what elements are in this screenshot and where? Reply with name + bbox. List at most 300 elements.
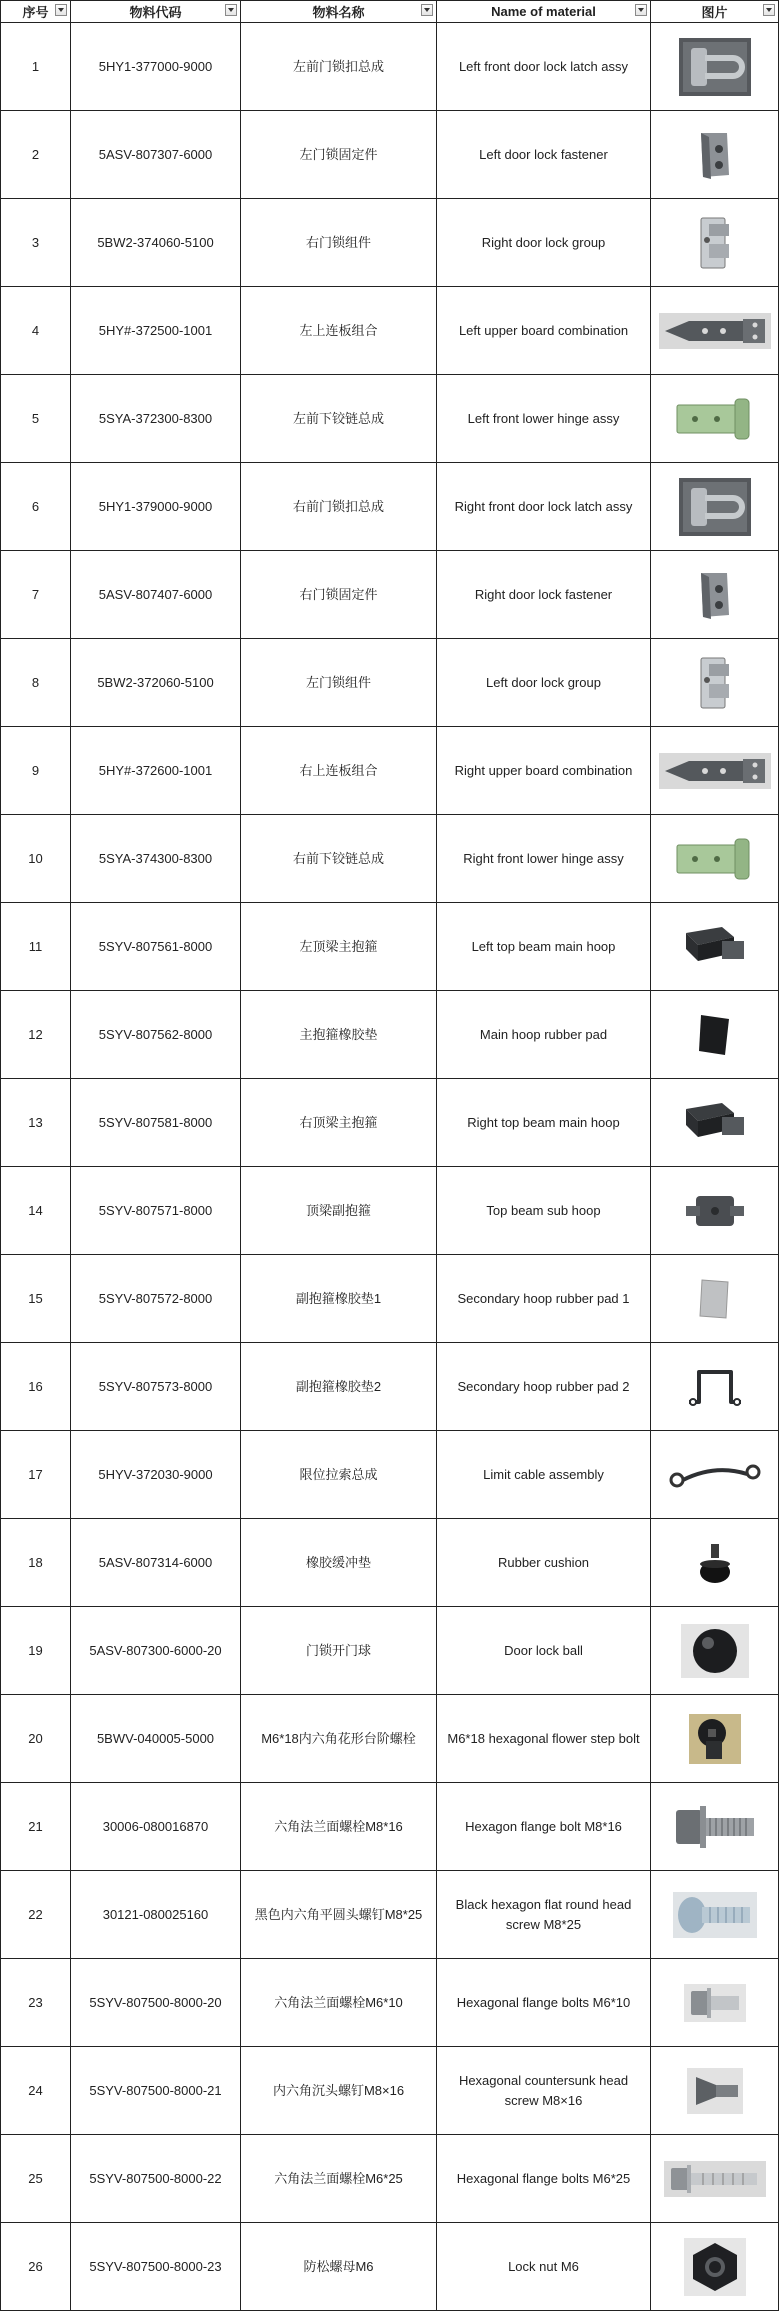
material-name-cn (241, 2047, 437, 2135)
header-no-label: 序号 (22, 5, 49, 20)
material-code (71, 727, 241, 815)
table-row (1, 1079, 779, 1167)
material-name-cn (241, 727, 437, 815)
row-number (1, 1695, 71, 1783)
material-code-text: 5ASV-807314-6000 (98, 1554, 213, 1570)
material-name-cn (241, 2135, 437, 2223)
material-code-text: 5SYV-807500-8000-23 (89, 2258, 222, 2274)
table-row (1, 1783, 779, 1871)
rubber-pad-icon (655, 992, 774, 1078)
material-name-en-text: Left top beam main hoop (471, 938, 616, 954)
table-row (1, 287, 779, 375)
material-name-cn-text: 门锁开门球 (305, 1642, 371, 1658)
row-number-text: 22 (28, 1906, 43, 1922)
row-number-text: 23 (28, 1994, 43, 2010)
material-name-en-text: Hexagonal countersunk head screw M8×16 (458, 2072, 629, 2108)
row-number (1, 2223, 71, 2311)
row-number (1, 199, 71, 287)
material-name-cn-text: 右门锁固定件 (299, 586, 378, 602)
material-name-en (437, 1167, 651, 1255)
material-picture (651, 551, 779, 639)
u-bracket-icon (655, 1344, 774, 1430)
material-picture (651, 639, 779, 727)
material-name-en (437, 1695, 651, 1783)
row-number (1, 991, 71, 1079)
material-code (71, 1783, 241, 1871)
chevron-down-icon (424, 8, 430, 12)
material-name-cn (241, 463, 437, 551)
material-code (71, 991, 241, 1079)
row-number-text: 19 (28, 1642, 43, 1658)
table-row (1, 727, 779, 815)
lock-nut-icon (655, 2224, 774, 2310)
material-code-text: 5SYV-807561-8000 (98, 938, 213, 954)
material-code (71, 2047, 241, 2135)
hinge-plate-icon (655, 288, 774, 374)
material-code-text: 5SYV-807500-8000-21 (89, 2082, 222, 2098)
material-name-cn-text: 左门锁固定件 (299, 146, 378, 162)
round-head-screw-icon (655, 1872, 774, 1958)
row-number (1, 1959, 71, 2047)
material-picture (651, 1783, 779, 1871)
short-bolt-icon (655, 1960, 774, 2046)
row-number (1, 23, 71, 111)
chevron-down-icon (228, 8, 234, 12)
material-name-cn (241, 1079, 437, 1167)
material-code (71, 111, 241, 199)
chevron-down-icon (766, 8, 772, 12)
table-row (1, 1695, 779, 1783)
material-name-cn-text: 橡胶缓冲垫 (305, 1554, 371, 1570)
material-picture (651, 1255, 779, 1343)
material-name-cn (241, 23, 437, 111)
flange-bolt-icon (655, 1784, 774, 1870)
material-code (71, 1255, 241, 1343)
material-picture (651, 991, 779, 1079)
material-code-text: 5HY#-372600-1001 (98, 762, 213, 778)
material-name-cn-text: 主抱箍橡胶垫 (299, 1026, 378, 1042)
material-name-cn (241, 375, 437, 463)
table-row (1, 1431, 779, 1519)
material-name-en (437, 199, 651, 287)
hinge-plate-icon (655, 728, 774, 814)
row-number-text: 18 (28, 1554, 43, 1570)
table-row (1, 111, 779, 199)
table-row (1, 1255, 779, 1343)
material-name-cn (241, 287, 437, 375)
material-name-en (437, 23, 651, 111)
material-picture (651, 1695, 779, 1783)
material-name-en-text: Limit cable assembly (483, 1466, 604, 1482)
material-code-text: 5HY1-377000-9000 (98, 58, 213, 74)
ball-icon (655, 1608, 774, 1694)
row-number-text: 16 (28, 1378, 43, 1394)
row-number (1, 463, 71, 551)
row-number (1, 1607, 71, 1695)
material-name-cn-text: 右前下铰链总成 (292, 850, 384, 866)
header-no (1, 1, 71, 23)
row-number (1, 1519, 71, 1607)
material-name-en-text: Secondary hoop rubber pad 2 (457, 1378, 630, 1394)
material-picture (651, 2047, 779, 2135)
material-code-text: 5HY1-379000-9000 (98, 498, 213, 514)
header-en-name-label: Name of material (491, 4, 596, 19)
material-picture (651, 23, 779, 111)
row-number-text: 25 (28, 2170, 43, 2186)
table-row (1, 815, 779, 903)
row-number-text: 11 (28, 938, 43, 954)
material-name-en (437, 1519, 651, 1607)
sub-hoop-icon (655, 1168, 774, 1254)
material-picture (651, 1431, 779, 1519)
material-name-en-text: Hexagon flange bolt M8*16 (465, 1818, 622, 1834)
material-code-text: 5SYV-807562-8000 (98, 1026, 213, 1042)
row-number (1, 903, 71, 991)
material-code-text: 5SYV-807571-8000 (98, 1202, 213, 1218)
material-name-en (437, 111, 651, 199)
material-name-en-text: Door lock ball (504, 1642, 583, 1658)
material-name-cn-text: 防松螺母M6 (303, 2258, 374, 2274)
header-cn-name (241, 1, 437, 23)
material-name-en (437, 1783, 651, 1871)
row-number-text: 3 (31, 234, 40, 250)
material-name-en-text: Hexagonal flange bolts M6*10 (456, 1994, 631, 2010)
material-name-en-text: Right top beam main hoop (467, 1114, 620, 1130)
bracket-icon (655, 552, 774, 638)
material-code-text: 5ASV-807307-6000 (98, 146, 213, 162)
material-code (71, 1695, 241, 1783)
material-name-en (437, 1959, 651, 2047)
material-name-cn (241, 639, 437, 727)
table-row (1, 1167, 779, 1255)
row-number (1, 1343, 71, 1431)
material-name-en-text: Right front lower hinge assy (463, 850, 624, 866)
material-name-cn-text: 左门锁组件 (305, 674, 371, 690)
material-code (71, 463, 241, 551)
material-picture (651, 1959, 779, 2047)
material-name-en (437, 991, 651, 1079)
row-number (1, 1079, 71, 1167)
row-number (1, 1167, 71, 1255)
material-name-cn-text: 左前门锁扣总成 (292, 58, 384, 74)
row-number-text: 5 (31, 410, 40, 426)
material-name-en-text: Left front door lock latch assy (458, 58, 629, 74)
table-row (1, 23, 779, 111)
material-name-cn-text: 副抱箍橡胶垫2 (295, 1378, 382, 1394)
row-number (1, 1871, 71, 1959)
material-name-en (437, 1343, 651, 1431)
material-code-text: 5BW2-374060-5100 (97, 234, 214, 250)
chevron-down-icon (58, 8, 64, 12)
material-name-en-text: Black hexagon flat round head screw M8*25 (455, 1896, 632, 1932)
material-name-cn (241, 1783, 437, 1871)
material-code (71, 375, 241, 463)
material-code (71, 639, 241, 727)
material-picture (651, 1167, 779, 1255)
material-name-en-text: Right door lock fastener (474, 586, 613, 602)
row-number-text: 24 (28, 2082, 43, 2098)
material-code (71, 551, 241, 639)
step-bolt-icon (655, 1696, 774, 1782)
material-name-cn (241, 1431, 437, 1519)
row-number-text: 15 (28, 1290, 43, 1306)
beam-hoop-icon (655, 904, 774, 990)
door-latch-icon (655, 464, 774, 550)
material-code-text: 5SYV-807581-8000 (98, 1114, 213, 1130)
material-code-text: 5SYA-374300-8300 (98, 850, 213, 866)
row-number-text: 17 (28, 1466, 43, 1482)
row-number (1, 2135, 71, 2223)
material-code-text: 5BWV-040005-5000 (96, 1730, 215, 1746)
header-picture (651, 1, 779, 23)
header-picture-label: 图片 (701, 5, 728, 20)
table-row (1, 1343, 779, 1431)
material-name-cn-text: 左顶梁主抱箍 (299, 938, 378, 954)
material-code-text: 5HYV-372030-9000 (98, 1466, 213, 1482)
material-code-text: 5ASV-807407-6000 (98, 586, 213, 602)
material-name-cn (241, 815, 437, 903)
material-code (71, 1959, 241, 2047)
material-code (71, 199, 241, 287)
material-name-en-text: Rubber cushion (497, 1554, 590, 1570)
material-name-en (437, 1431, 651, 1519)
row-number-text: 13 (28, 1114, 43, 1130)
row-number-text: 21 (28, 1818, 43, 1834)
table-row (1, 991, 779, 1079)
material-name-en (437, 1079, 651, 1167)
row-number (1, 111, 71, 199)
material-code (71, 1519, 241, 1607)
material-name-cn (241, 1607, 437, 1695)
material-code (71, 2223, 241, 2311)
row-number (1, 727, 71, 815)
table-row (1, 2223, 779, 2311)
filter-dropdown-cn-name[interactable] (421, 4, 433, 16)
material-name-en-text: Left door lock group (486, 674, 601, 690)
material-name-en (437, 551, 651, 639)
material-code (71, 1167, 241, 1255)
material-name-en (437, 375, 651, 463)
material-name-en-text: Right upper board combination (454, 762, 633, 778)
material-name-en (437, 1607, 651, 1695)
material-code-text: 5HY#-372500-1001 (98, 322, 213, 338)
row-number (1, 1255, 71, 1343)
material-name-cn-text: 内六角沉头螺钉M8×16 (272, 2082, 405, 2098)
material-code-text: 5SYV-807500-8000-22 (89, 2170, 222, 2186)
material-code-text: 5SYA-372300-8300 (98, 410, 213, 426)
row-number-text: 26 (28, 2258, 43, 2274)
material-name-en (437, 287, 651, 375)
row-number-text: 14 (28, 1202, 43, 1218)
material-name-en-text: Left door lock fastener (479, 146, 608, 162)
filter-dropdown-code[interactable] (225, 4, 237, 16)
row-number (1, 1783, 71, 1871)
material-name-en-text: M6*18 hexagonal flower step bolt (447, 1730, 640, 1746)
material-picture (651, 1079, 779, 1167)
material-code (71, 1431, 241, 1519)
material-name-en-text: Left front lower hinge assy (467, 410, 620, 426)
material-name-cn-text: 左前下铰链总成 (292, 410, 384, 426)
row-number (1, 639, 71, 727)
material-name-cn (241, 1255, 437, 1343)
cushion-icon (655, 1520, 774, 1606)
material-name-en (437, 2047, 651, 2135)
material-picture (651, 815, 779, 903)
material-name-en (437, 2135, 651, 2223)
table-row (1, 2135, 779, 2223)
row-number-text: 8 (31, 674, 40, 690)
material-picture (651, 199, 779, 287)
material-name-en (437, 2223, 651, 2311)
material-name-cn-text: 黑色内六角平圆头螺钉M8*25 (254, 1906, 423, 1922)
material-name-cn (241, 199, 437, 287)
material-name-en-text: Secondary hoop rubber pad 1 (457, 1290, 630, 1306)
material-name-en-text: Right front door lock latch assy (454, 498, 633, 514)
material-picture (651, 463, 779, 551)
material-picture (651, 2223, 779, 2311)
material-name-en (437, 903, 651, 991)
table-row (1, 551, 779, 639)
material-code (71, 2135, 241, 2223)
material-name-en-text: Top beam sub hoop (486, 1202, 601, 1218)
material-name-cn-text: 六角法兰面螺栓M6*10 (274, 1994, 403, 2010)
material-code (71, 1079, 241, 1167)
header-code-label: 物料代码 (129, 5, 182, 20)
material-code (71, 903, 241, 991)
material-name-cn (241, 1695, 437, 1783)
material-name-cn-text: 六角法兰面螺栓M6*25 (274, 2170, 403, 2186)
long-bolt-icon (655, 2136, 774, 2222)
lock-group-icon (655, 640, 774, 726)
row-number (1, 2047, 71, 2135)
material-code-text: 30121-080025160 (102, 1906, 209, 1922)
material-name-cn (241, 551, 437, 639)
material-name-en (437, 463, 651, 551)
material-name-en (437, 639, 651, 727)
row-number (1, 375, 71, 463)
material-picture (651, 111, 779, 199)
material-code (71, 23, 241, 111)
table-row (1, 1607, 779, 1695)
material-name-cn-text: 右上连板组合 (299, 762, 378, 778)
row-number-text: 12 (28, 1026, 43, 1042)
material-picture (651, 1607, 779, 1695)
header-cn-name-label: 物料名称 (312, 5, 365, 20)
countersunk-screw-icon (655, 2048, 774, 2134)
row-number (1, 815, 71, 903)
table-row (1, 903, 779, 991)
material-name-en (437, 1871, 651, 1959)
material-code (71, 1871, 241, 1959)
header-en-name (437, 1, 651, 23)
material-picture (651, 1519, 779, 1607)
material-code (71, 1607, 241, 1695)
material-name-cn (241, 1519, 437, 1607)
row-number-text: 10 (28, 850, 43, 866)
row-number-text: 2 (31, 146, 40, 162)
chevron-down-icon (638, 8, 644, 12)
material-name-en-text: Left upper board combination (458, 322, 629, 338)
material-name-cn-text: 限位拉索总成 (299, 1466, 378, 1482)
material-picture (651, 2135, 779, 2223)
header-code (71, 1, 241, 23)
material-code-text: 30006-080016870 (102, 1818, 209, 1834)
material-name-cn-text: 右门锁组件 (305, 234, 371, 250)
row-number-text: 9 (31, 762, 40, 778)
material-name-en (437, 815, 651, 903)
material-name-cn (241, 903, 437, 991)
material-code-text: 5ASV-807300-6000-20 (89, 1642, 222, 1658)
material-name-cn (241, 111, 437, 199)
gray-pad-icon (655, 1256, 774, 1342)
table-row (1, 2047, 779, 2135)
filter-dropdown-no[interactable] (55, 4, 67, 16)
material-name-cn (241, 1343, 437, 1431)
table-row (1, 1519, 779, 1607)
material-name-cn-text: 右前门锁扣总成 (292, 498, 384, 514)
material-code (71, 1343, 241, 1431)
material-name-cn-text: 顶梁副抱箍 (305, 1202, 371, 1218)
material-name-en (437, 1255, 651, 1343)
material-name-cn-text: 六角法兰面螺栓M8*16 (274, 1818, 403, 1834)
material-name-cn (241, 2223, 437, 2311)
bracket-icon (655, 112, 774, 198)
door-latch-icon (655, 24, 774, 110)
row-number (1, 1431, 71, 1519)
row-number-text: 1 (31, 58, 40, 74)
row-number-text: 6 (31, 498, 40, 514)
material-name-cn (241, 1959, 437, 2047)
material-name-cn-text: M6*18内六角花形台阶螺栓 (261, 1730, 416, 1746)
material-picture (651, 903, 779, 991)
material-code-text: 5SYV-807573-8000 (98, 1378, 213, 1394)
filter-dropdown-en-name[interactable] (635, 4, 647, 16)
table-row (1, 199, 779, 287)
material-picture (651, 287, 779, 375)
material-name-cn-text: 右顶梁主抱箍 (299, 1114, 378, 1130)
material-name-cn-text: 左上连板组合 (299, 322, 378, 338)
material-name-en-text: Right door lock group (481, 234, 606, 250)
material-picture (651, 375, 779, 463)
cable-icon (655, 1432, 774, 1518)
row-number (1, 287, 71, 375)
header-row (1, 1, 779, 23)
table-row (1, 639, 779, 727)
material-name-en-text: Main hoop rubber pad (479, 1026, 608, 1042)
row-number-text: 20 (28, 1730, 43, 1746)
lock-group-icon (655, 200, 774, 286)
material-code-text: 5SYV-807500-8000-20 (89, 1994, 222, 2010)
row-number (1, 551, 71, 639)
material-code-text: 5SYV-807572-8000 (98, 1290, 213, 1306)
table-row (1, 463, 779, 551)
material-name-en-text: Lock nut M6 (508, 2258, 579, 2274)
filter-dropdown-picture[interactable] (763, 4, 775, 16)
table-row (1, 1959, 779, 2047)
material-code-text: 5BW2-372060-5100 (97, 674, 214, 690)
material-name-cn (241, 1871, 437, 1959)
material-picture (651, 1343, 779, 1431)
table-row (1, 1871, 779, 1959)
material-name-en (437, 727, 651, 815)
green-hinge-icon (655, 376, 774, 462)
row-number-text: 7 (31, 586, 40, 602)
green-hinge-icon (655, 816, 774, 902)
row-number-text: 4 (31, 322, 40, 338)
table-row (1, 375, 779, 463)
material-picture (651, 727, 779, 815)
material-picture (651, 1871, 779, 1959)
